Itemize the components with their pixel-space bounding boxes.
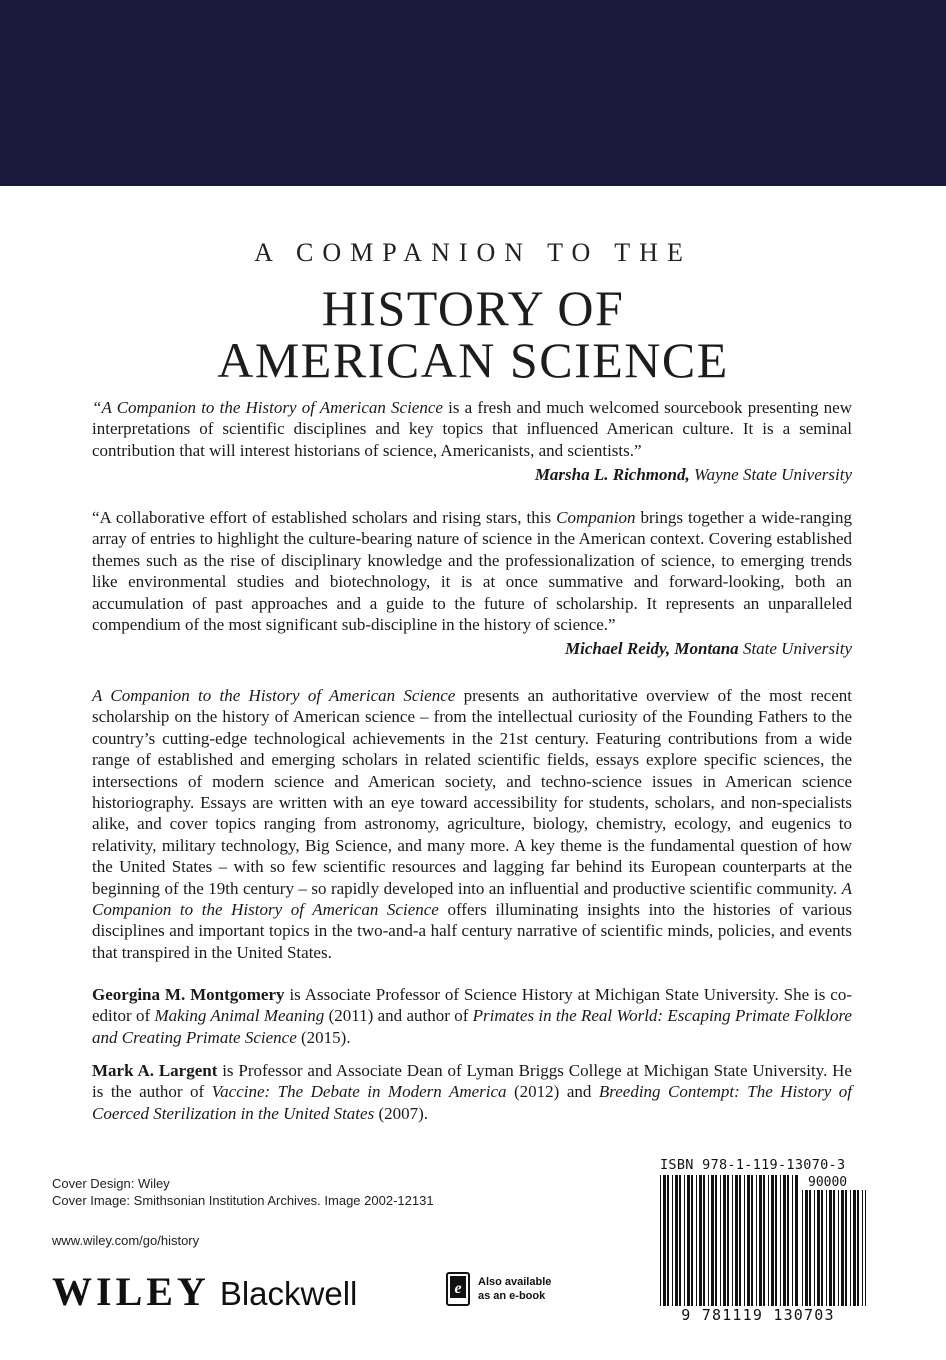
barcode-bar bbox=[841, 1190, 844, 1310]
description-title: A Companion to the History of American Science bbox=[92, 686, 456, 705]
isbn-label: ISBN 978-1-119-13070-3 bbox=[660, 1157, 846, 1173]
barcode-bar bbox=[814, 1190, 815, 1310]
book-description bbox=[92, 685, 852, 963]
barcode-bar bbox=[833, 1190, 835, 1310]
barcode-bar bbox=[787, 1175, 789, 1310]
barcode-bar bbox=[703, 1175, 705, 1310]
bio1-text-a: is Associate Professor of Science History at Michigan State University. She is co-editor of bbox=[92, 985, 852, 1026]
cover-design-credit: Cover Design: Wiley bbox=[52, 1176, 170, 1191]
barcode-bar bbox=[809, 1190, 811, 1310]
quote2-affiliation: State University bbox=[738, 639, 852, 659]
barcode-bar bbox=[691, 1175, 693, 1310]
quote1-attribution bbox=[92, 464, 852, 485]
cover-credits bbox=[52, 1175, 434, 1209]
cover-title-line1: HISTORY OF bbox=[321, 280, 625, 336]
barcode-bar bbox=[783, 1175, 786, 1310]
cover-image-credit: Cover Image: Smithsonian Institution Archives. Image 2002-12131 bbox=[52, 1193, 434, 1208]
barcode-bar bbox=[696, 1175, 697, 1310]
quote2-attribution bbox=[92, 638, 852, 659]
barcode-bar bbox=[687, 1175, 690, 1310]
website-url: www.wiley.com/go/history bbox=[52, 1233, 200, 1248]
barcode-bar bbox=[727, 1175, 729, 1310]
barcode-digits: 9 781119 130703 bbox=[650, 1306, 866, 1324]
barcode-bar bbox=[679, 1175, 681, 1310]
barcode-bar bbox=[826, 1190, 827, 1310]
barcode-bar bbox=[771, 1175, 774, 1310]
barcode-bar bbox=[756, 1175, 757, 1310]
bio2-text-a: is Professor and Associate Dean of Lyman Briggs College at Michigan State University. He is the author of bbox=[92, 1061, 852, 1102]
barcode-bar bbox=[759, 1175, 762, 1310]
barcode-bar bbox=[845, 1190, 847, 1310]
price-barcode bbox=[802, 1190, 866, 1310]
ebook-line-1: Also available bbox=[478, 1276, 552, 1288]
barcode-bar bbox=[751, 1175, 753, 1310]
cover-title-line2: AMERICAN SCIENCE bbox=[217, 332, 729, 388]
barcode-bar bbox=[715, 1175, 717, 1310]
barcode-bar bbox=[711, 1175, 714, 1310]
barcode-bar bbox=[672, 1175, 673, 1310]
bio1-book2: Primates in the Real World: Escaping Primate Folklore and Creating Primate Science bbox=[92, 1006, 852, 1047]
price-code: 90000 bbox=[808, 1175, 868, 1190]
quote1-text: is a fresh and much welcomed sourcebook presenting new interpretations of scientific disciplines and key topics that influenced American culture. It is a seminal contribution that will interest historians of science, Americanists, and scientists.” bbox=[92, 398, 853, 460]
barcode-bar bbox=[865, 1190, 866, 1310]
quote2-italic: Companion bbox=[556, 508, 636, 527]
author-bio-2 bbox=[92, 1060, 852, 1124]
ebook-text bbox=[478, 1275, 551, 1303]
barcode-bar bbox=[675, 1175, 678, 1310]
description-text-b: offers illuminating insights into the histories of various disciplines and important topics in the two-and-a half century narrative of scientific minds, policies, and events that transpired in the United States. bbox=[92, 900, 853, 962]
bio2-text-c: (2007). bbox=[374, 1103, 429, 1123]
author-bio-1 bbox=[92, 984, 852, 1048]
barcode-bar bbox=[768, 1175, 769, 1310]
barcode-bar bbox=[780, 1175, 781, 1310]
quote1-author: Marsha L. Richmond, bbox=[534, 465, 690, 485]
ebook-badge bbox=[446, 1272, 551, 1306]
endorsement-quote-1 bbox=[92, 397, 852, 486]
barcode-bar bbox=[792, 1175, 793, 1310]
barcode-bar bbox=[732, 1175, 733, 1310]
svg-text:e: e bbox=[454, 1280, 462, 1297]
cover-subtitle: A COMPANION TO THE bbox=[254, 238, 692, 267]
barcode-bar bbox=[667, 1175, 669, 1310]
quote2-text-a: “A collaborative effort of established scholars and rising stars, this bbox=[92, 508, 557, 527]
publisher-name: WILEY bbox=[52, 1269, 210, 1314]
barcode-bar bbox=[862, 1190, 863, 1310]
publisher-logo bbox=[52, 1268, 357, 1315]
bio2-text-b: (2012) and bbox=[506, 1082, 599, 1102]
barcode-bar bbox=[747, 1175, 750, 1310]
bio1-text-b: (2011) and author of bbox=[324, 1006, 473, 1026]
barcode-bar bbox=[763, 1175, 765, 1310]
endorsement-quote-2 bbox=[92, 507, 852, 660]
barcode-bar bbox=[699, 1175, 702, 1310]
ebook-line-2: as an e-book bbox=[478, 1290, 546, 1302]
barcode-bar bbox=[663, 1175, 666, 1310]
description-title-2: A Companion to the History of American Science bbox=[92, 878, 852, 920]
quote1-italic-start: “A Companion to the History of American Science bbox=[92, 398, 443, 417]
barcode-bar bbox=[739, 1175, 741, 1310]
cover-title bbox=[0, 282, 946, 386]
description-text-a: presents an authoritative overview of the most recent scholarship on the history of American science – from the intellectual curiosity of the Founding Fathers to the country’s cutting-edge technological achievements in the 21st century. Featuring contributions from a wide range of established and emerging scholars in related scientific fields, essays explore specific sciences, the intersections of modern science and American society, and techno-science issues in American science historiography. Essays are written with an eye toward accessibility for students, scholars, and non-specialists alike, and cover topics ranging from astronomy, agriculture, biology, chemistry, ecology, and eugenics to relativity, military technology, Big Science, and many more. A key theme is the fundamental question of how the United States – with so few scientific resources and lagging far behind its European counterparts at the beginning of the 19th century – so rapidly developed into an influential and productive scientific community. bbox=[92, 686, 852, 898]
bio1-text-c: (2015). bbox=[296, 1027, 351, 1047]
isbn-barcode bbox=[660, 1175, 798, 1310]
quote1-affiliation: Wayne State University bbox=[689, 465, 852, 485]
barcode-bar bbox=[838, 1190, 839, 1310]
bio1-name: Georgina M. Montgomery bbox=[92, 985, 285, 1004]
barcode-bar bbox=[684, 1175, 685, 1310]
quote2-author: Michael Reidy, Montana bbox=[565, 639, 739, 659]
quote2-text-b: brings together a wide-ranging array of entries to highlight the culture-bearing nature of science in the American context. Covering established themes such as the rise of disciplinary knowledge and the professionalization of science, to emerging trends like environmental studies and biotechnology, it is at once summative and forward-looking, both an accumulation of past approaches and a guide to the future of scholarship. It represents an unparalleled compendium of the most significant sub-discipline in the history of science.” bbox=[92, 508, 852, 635]
bio2-book2: Breeding Contempt: The History of Coerced Sterilization in the United States bbox=[92, 1082, 852, 1123]
barcode-bar bbox=[802, 1190, 803, 1310]
barcode-bar bbox=[744, 1175, 745, 1310]
barcode-bar bbox=[850, 1190, 851, 1310]
bio2-name: Mark A. Largent bbox=[92, 1061, 218, 1080]
barcode-bar bbox=[857, 1190, 859, 1310]
barcode-bar bbox=[805, 1190, 808, 1310]
barcode-bar bbox=[735, 1175, 738, 1310]
barcode-bar bbox=[821, 1190, 823, 1310]
bio2-book1: Vaccine: The Debate in Modern America bbox=[211, 1082, 507, 1102]
barcode-bar bbox=[723, 1175, 726, 1310]
barcode-bar bbox=[817, 1190, 820, 1310]
barcode-bar bbox=[829, 1190, 832, 1310]
barcode-bar bbox=[795, 1175, 798, 1310]
barcode-bar bbox=[660, 1175, 661, 1310]
top-color-band bbox=[0, 0, 946, 186]
bio1-book1: Making Animal Meaning bbox=[154, 1006, 325, 1026]
publisher-imprint: Blackwell bbox=[219, 1275, 358, 1312]
barcode-bar bbox=[720, 1175, 721, 1310]
barcode-bar bbox=[853, 1190, 856, 1310]
ebook-icon bbox=[446, 1272, 470, 1306]
barcode-bar bbox=[775, 1175, 777, 1310]
barcode-bar bbox=[708, 1175, 709, 1310]
